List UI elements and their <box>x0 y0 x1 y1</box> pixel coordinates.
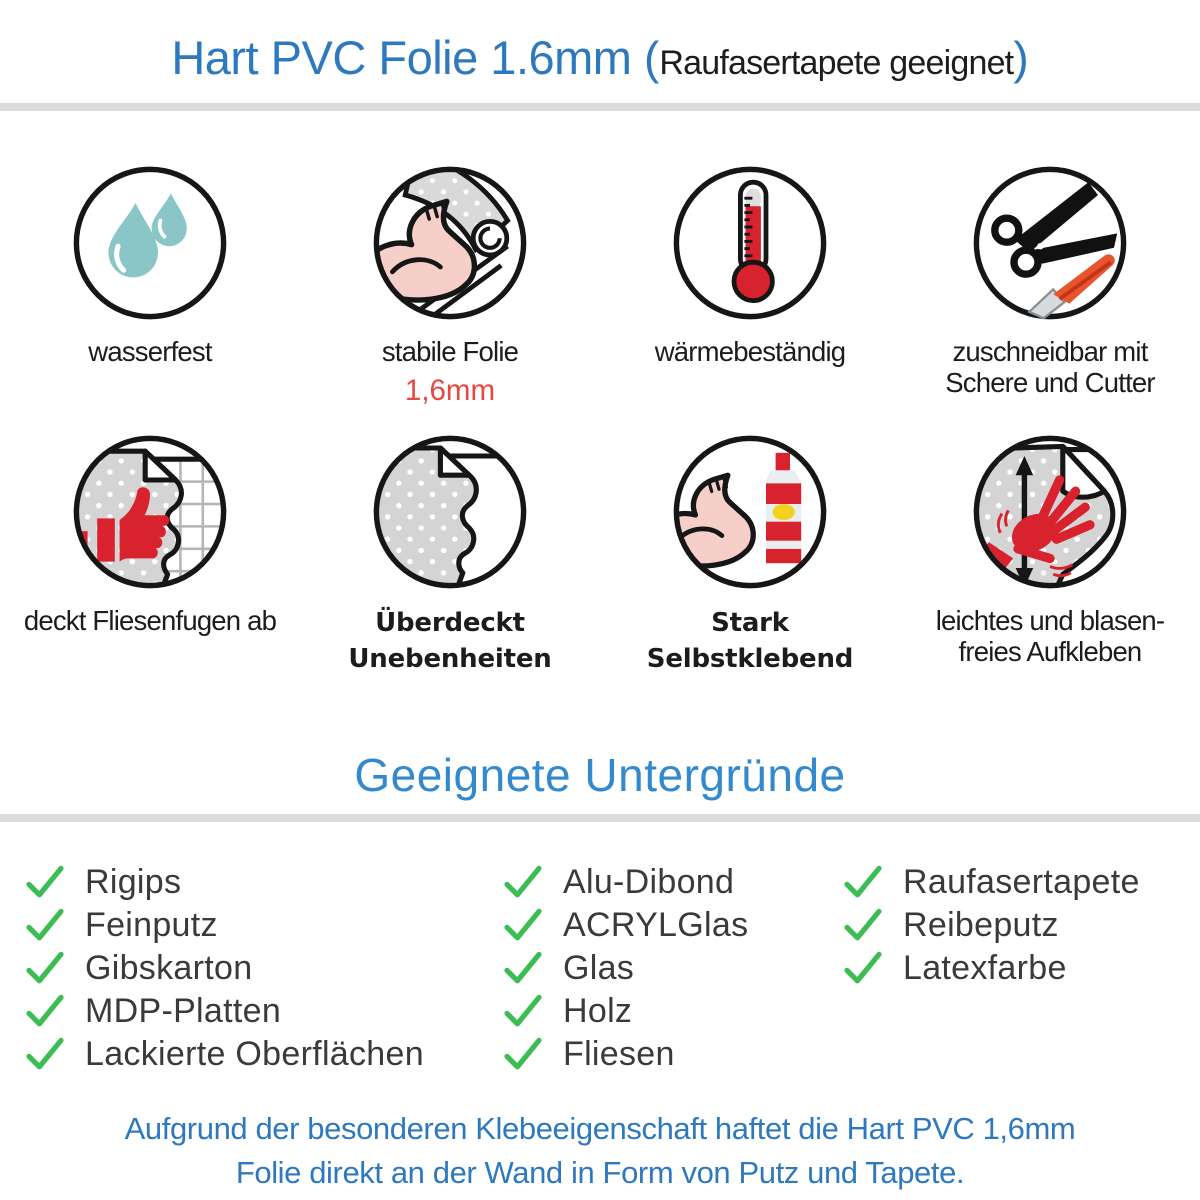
bubble-free-hand-icon <box>970 432 1130 592</box>
check-icon <box>843 948 883 988</box>
list-item: Glas <box>503 950 843 987</box>
strong-arm-foil-icon <box>370 163 530 323</box>
list-item: Reibeputz <box>843 907 1140 944</box>
list-item: Gibskarton <box>25 950 503 987</box>
feature-waermebestaendig <box>600 163 900 408</box>
feature-unebenheiten <box>300 432 600 678</box>
check-icon <box>25 991 65 1031</box>
list-item: Rigips <box>25 864 503 901</box>
footer-line-1: Aufgrund der besonderen Klebeeigenschaft haftet die Hart PVC 1,6mm <box>124 1110 1076 1146</box>
page-title <box>0 0 1200 85</box>
divider-bar <box>0 814 1200 822</box>
list-item: ACRYLGlas <box>503 907 843 944</box>
list-item: Raufasertapete <box>843 864 1140 901</box>
check-icon <box>25 862 65 902</box>
list-item: Holz <box>503 993 843 1030</box>
paren-close: ) <box>1013 32 1029 84</box>
feature-label: stabile Folie <box>381 336 519 367</box>
surfaces-column-2 <box>503 864 843 1079</box>
feature-wasserfest <box>0 163 300 408</box>
footer-line-2: Folie direkt an der Wand in Form von Putz und Tapete. <box>235 1154 965 1190</box>
list-item: Alu-Dibond <box>503 864 843 901</box>
feature-stabile-folie <box>300 163 600 408</box>
check-icon <box>503 948 543 988</box>
feature-grid <box>0 111 1200 678</box>
list-item: Latexfarbe <box>843 950 1140 987</box>
title-subtitle: Raufasertapete geeignet <box>659 44 1014 82</box>
check-icon <box>503 1034 543 1074</box>
check-icon <box>843 862 883 902</box>
paren-open: ( <box>644 32 660 84</box>
feature-thickness-value: 1,6mm <box>404 374 496 408</box>
self-adhesive-glue-icon <box>670 432 830 592</box>
list-item: MDP-Platten <box>25 993 503 1030</box>
feature-zuschneidbar <box>900 163 1200 408</box>
surfaces-checklist <box>0 822 1200 1079</box>
feature-label: Stark Selbstklebend <box>646 608 854 675</box>
surfaces-column-3 <box>843 864 1140 1079</box>
feature-label: leichtes und blasen- freies Aufkleben <box>935 605 1165 668</box>
check-icon <box>843 905 883 945</box>
title-main: Hart PVC Folie 1.6mm <box>171 31 645 84</box>
tile-joints-thumb-icon <box>70 432 230 592</box>
surfaces-column-1 <box>25 864 503 1079</box>
feature-fliesenfugen <box>0 432 300 678</box>
check-icon <box>503 991 543 1031</box>
list-item: Fliesen <box>503 1036 843 1073</box>
water-drops-icon <box>70 163 230 323</box>
check-icon <box>25 948 65 988</box>
divider-bar <box>0 103 1200 111</box>
surfaces-heading: Geeignete Untergründe <box>354 748 846 801</box>
feature-label: wärmebeständig <box>654 336 846 367</box>
feature-label: Überdeckt Unebenheiten <box>348 608 552 675</box>
feature-selbstklebend <box>600 432 900 678</box>
list-item: Feinputz <box>25 907 503 944</box>
check-icon <box>503 905 543 945</box>
feature-label: deckt Fliesenfugen ab <box>23 605 277 637</box>
covers-unevenness-icon <box>370 432 530 592</box>
feature-blasenfrei <box>900 432 1200 678</box>
feature-label: wasserfest <box>88 336 212 367</box>
scissors-cutter-icon <box>970 163 1130 323</box>
footer-note <box>0 1107 1200 1195</box>
check-icon <box>25 905 65 945</box>
list-item: Lackierte Oberflächen <box>25 1036 503 1073</box>
check-icon <box>503 862 543 902</box>
thermometer-icon <box>670 163 830 323</box>
check-icon <box>25 1034 65 1074</box>
feature-label: zuschneidbar mit Schere und Cutter <box>945 336 1155 399</box>
